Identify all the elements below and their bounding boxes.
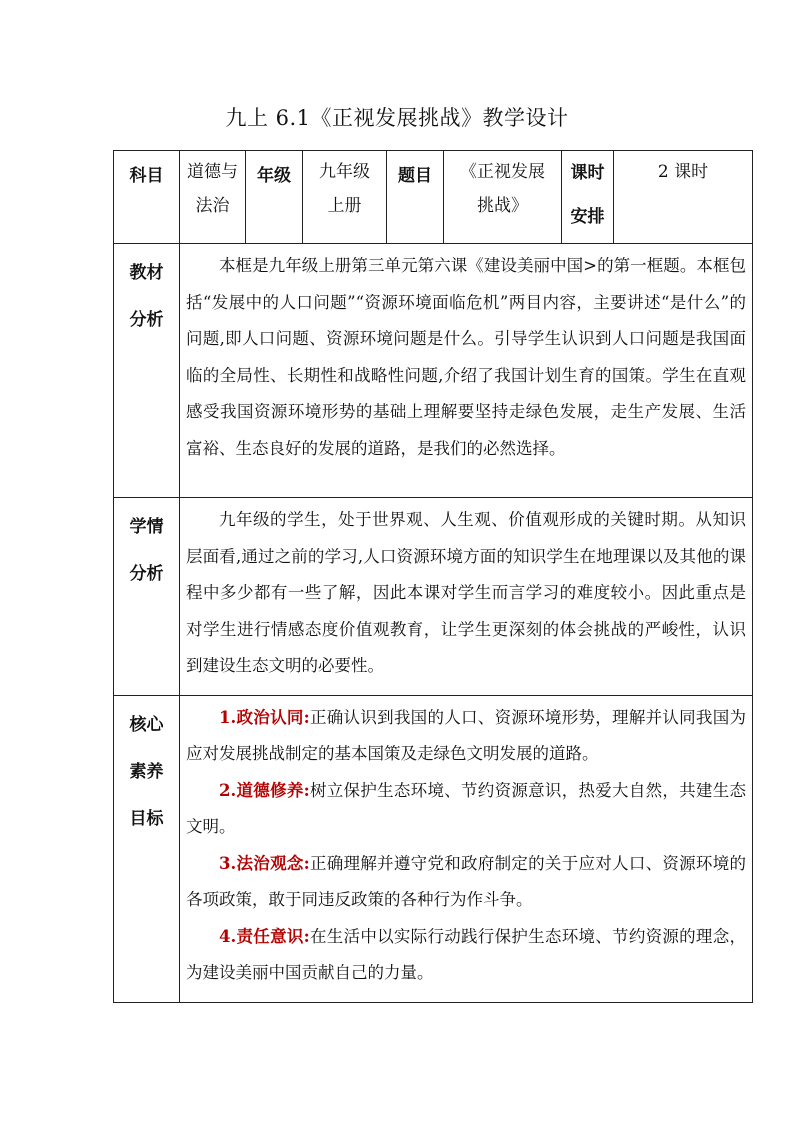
textbook-analysis-label-cell — [114, 244, 180, 498]
student-analysis-content-cell — [180, 498, 753, 696]
textbook-analysis-row — [114, 244, 753, 498]
hours-label-line-2: 安排 — [570, 207, 605, 227]
hours-value-cell — [614, 151, 753, 244]
subject-label-cell — [114, 151, 180, 244]
student-analysis-label-line-2: 分析 — [129, 564, 164, 584]
goal-text: 正确认识到我国的人口、资源环境形势，理解并认同我国为应对发展挑战制定的基本国策及走绿色文明发展的道路。 — [186, 707, 746, 763]
textbook-analysis-content-cell — [180, 244, 753, 498]
goal-key: 4.责任意识: — [219, 926, 310, 946]
student-analysis-label-cell — [114, 498, 180, 696]
header-row — [114, 151, 753, 244]
student-analysis-label-line-1: 学情 — [129, 517, 164, 537]
goal-item — [186, 700, 746, 773]
grade-value-line-1: 九年级 — [319, 162, 370, 182]
topic-value-line-2: 挑战》 — [477, 196, 528, 216]
core-goals-label-line-2: 素养 — [129, 761, 164, 782]
grade-value-line-2: 上册 — [327, 196, 362, 216]
subject-value-line-2: 法治 — [195, 196, 230, 216]
textbook-analysis-text: 本框是九年级上册第三单元第六课《建设美丽中国>的第一框题。本框包括“发展中的人口问题”“资源环境面临危机”两目内容，主要讲述“是什么”的问题,即人口问题、资源环境问题是什么。引导学生认识到人口问题是我国面临的全局性、长期性和战略性问题,介绍了我国计划生育的国策。学生在直观感受我国资源环境形势的基础上理解要坚持走绿色发展，走生产发展、生活富裕、生态良好的发展的道路，是我们的必然选择。 — [186, 256, 746, 458]
goal-text: 正确理解并遵守党和政府制定的关于应对人口、资源环境的各项政策，敢于同违反政策的各种行为作斗争。 — [186, 853, 746, 909]
topic-label: 题目 — [398, 166, 432, 186]
textbook-analysis-label-line-2: 分析 — [129, 310, 164, 330]
lesson-plan-table — [113, 150, 753, 1003]
textbook-analysis-label-line-1: 教材 — [129, 263, 164, 283]
goal-text: 树立保护生态环境、节约资源意识，热爱大自然，共建生态文明。 — [186, 780, 746, 836]
subject-value-cell — [180, 151, 246, 244]
goal-key: 2.道德修养: — [219, 780, 310, 800]
goal-key: 1.政治认同: — [219, 707, 310, 727]
student-analysis-text: 九年级的学生，处于世界观、人生观、价值观形成的关键时期。从知识层面看,通过之前的学习,人口资源环境方面的知识学生在地理课以及其他的课程中多少都有一些了解，因此本课对学生而言学习的难度较小。因此重点是对学生进行情感态度价值观教育，让学生更深刻的体会挑战的严峻性，认识到建设生态文明的必要性。 — [186, 510, 746, 675]
subject-value-line-1: 道德与 — [187, 162, 238, 182]
goal-item — [186, 846, 746, 919]
hours-label-cell — [562, 151, 614, 244]
grade-label: 年级 — [257, 166, 291, 186]
goal-item — [186, 773, 746, 846]
topic-value-line-1: 《正视发展 — [460, 162, 545, 182]
topic-label-cell — [387, 151, 444, 244]
hours-value: 2 课时 — [657, 162, 709, 182]
goal-key: 3.法治观念: — [219, 853, 310, 873]
core-goals-row — [114, 695, 753, 1002]
core-goals-label-cell — [114, 695, 180, 1002]
hours-label-line-1: 课时 — [570, 163, 605, 183]
grade-value-cell — [303, 151, 387, 244]
grade-label-cell — [246, 151, 303, 244]
topic-value-cell — [444, 151, 562, 244]
core-goals-label-line-1: 核心 — [129, 714, 164, 735]
page-title: 九上 6.1《正视发展挑战》教学设计 — [225, 106, 569, 130]
subject-label: 科目 — [129, 166, 164, 186]
core-goals-label-line-3: 目标 — [129, 808, 164, 829]
student-analysis-row — [114, 498, 753, 696]
goal-item — [186, 919, 746, 992]
core-goals-content-cell — [180, 695, 753, 1002]
goal-text: 在生活中以实际行动践行保护生态环境、节约资源的理念，为建设美丽中国贡献自己的力量。 — [186, 926, 746, 982]
